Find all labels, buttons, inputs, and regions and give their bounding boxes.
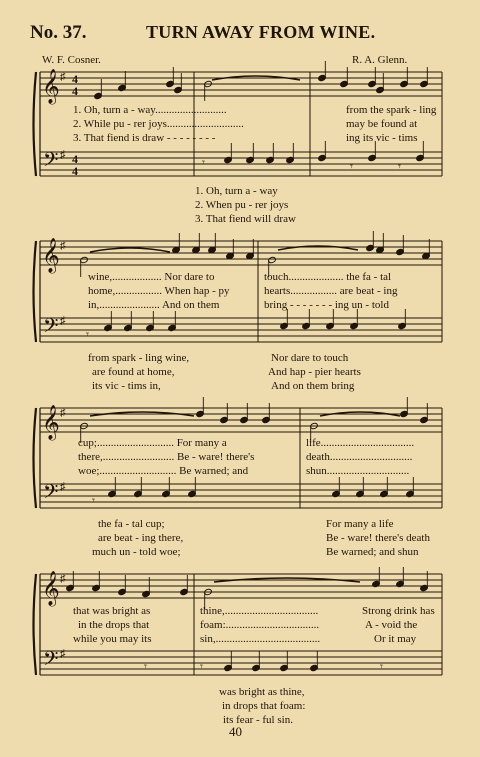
time-signature: 4 xyxy=(72,152,78,166)
lyric-line: For many a life xyxy=(326,518,394,530)
hymn-number: No. 37. xyxy=(30,22,87,43)
bass-clef: 𝄢 xyxy=(43,314,59,342)
lyric-line: are beat - ing there, xyxy=(98,532,184,544)
lyric-line: Be warned; and shun xyxy=(326,546,419,558)
key-signature-sharp: ♯ xyxy=(60,240,66,252)
lyric-line: 1. Oh, turn a - way.......................... xyxy=(73,104,227,116)
rest-symbol: 𝄾 xyxy=(380,660,383,673)
lyric-line: Be - ware! there's death xyxy=(326,532,430,544)
system-brace xyxy=(34,408,37,508)
lyric-line: 3. That fiend is draw - - - - - - - - xyxy=(73,132,216,144)
page-number: 40 xyxy=(229,724,242,739)
lyric-line: 3. That fiend will draw xyxy=(195,213,296,225)
lyric-line: much un - told woe; xyxy=(92,546,181,558)
system-brace xyxy=(34,574,37,675)
key-signature-sharp: ♯ xyxy=(60,71,66,83)
time-signature: 4 xyxy=(72,164,78,178)
rest-symbol: 𝄾 xyxy=(144,660,147,673)
treble-clef: 𝄞 xyxy=(42,571,60,606)
rest-symbol: 𝄾 xyxy=(350,160,353,173)
tie-arc xyxy=(90,248,170,252)
lyric-line: touch.................... the fa - tal xyxy=(264,271,392,283)
lyric-line: ing its vic - tims xyxy=(346,132,418,144)
system-brace xyxy=(34,241,37,342)
lyric-line: in,...................... And on them xyxy=(88,299,220,311)
lyric-line: home,................. When hap - py xyxy=(88,285,230,297)
bass-clef: 𝄢 xyxy=(43,148,59,176)
time-signature: 4 xyxy=(72,84,78,98)
lyric-line: from spark - ling wine, xyxy=(88,352,190,364)
key-signature-sharp: ♯ xyxy=(60,481,66,493)
key-signature-sharp: ♯ xyxy=(60,573,66,585)
lyric-line: wine,.................. Nor dare to xyxy=(88,271,215,283)
lyric-line: woe;............................ Be warned; and xyxy=(78,465,249,477)
lyric-line: cup;............................ For many a xyxy=(78,437,227,449)
time-signature: 4 xyxy=(72,72,78,86)
lyric-line: in drops that foam: xyxy=(222,700,306,712)
lyric-line: its fear - ful sin. xyxy=(223,714,293,726)
lyric-line: foam:.................................. xyxy=(200,619,320,631)
composer-credit: R. A. Glenn. xyxy=(352,54,408,66)
hymn-title: TURN AWAY FROM WINE. xyxy=(146,22,376,42)
lyric-line: death.............................. xyxy=(306,451,413,463)
lyric-line: shun.............................. xyxy=(306,465,410,477)
key-signature-sharp: ♯ xyxy=(60,648,66,660)
lyricist-credit: W. F. Cosner. xyxy=(42,54,101,66)
rest-symbol: 𝄾 xyxy=(398,160,401,173)
treble-clef: 𝄞 xyxy=(42,238,60,273)
lyric-line: 1. Oh, turn a - way xyxy=(195,185,278,197)
lyric-line: A - void the xyxy=(365,619,418,631)
treble-clef: 𝄞 xyxy=(42,69,60,104)
lyric-line: that was bright as xyxy=(73,605,151,617)
lyric-line: sin,...................................... xyxy=(200,633,321,645)
lyric-line: 2. While pu - rer joys............................ xyxy=(73,118,244,130)
system-brace xyxy=(34,72,37,176)
lyric-line: from the spark - ling xyxy=(346,104,437,116)
key-signature-sharp: ♯ xyxy=(60,149,66,161)
lyric-line: 2. When pu - rer joys xyxy=(195,199,289,211)
lyric-line: its vic - tims in, xyxy=(92,380,161,392)
lyric-line: there,.......................... Be - ware! there's xyxy=(78,451,255,463)
lyric-line: may be found at xyxy=(346,118,418,130)
lyric-line: bring - - - - - - - ing un - told xyxy=(264,299,389,311)
key-signature-sharp: ♯ xyxy=(60,315,66,327)
lyric-line: was bright as thine, xyxy=(219,686,305,698)
rest-symbol: 𝄾 xyxy=(202,156,205,169)
lyric-line: are found at home, xyxy=(92,366,175,378)
rest-symbol: 𝄾 xyxy=(200,660,203,673)
lyric-line: Strong drink has xyxy=(362,605,435,617)
lyric-line: hearts................. are beat - ing xyxy=(264,285,398,297)
bass-clef: 𝄢 xyxy=(43,480,59,508)
lyric-line: Nor dare to touch xyxy=(271,352,349,364)
treble-clef: 𝄞 xyxy=(42,405,60,440)
lyric-line: Or it may xyxy=(374,633,417,645)
lyric-line: And hap - pier hearts xyxy=(268,366,361,378)
lyric-line: thine,.................................. xyxy=(200,605,319,617)
lyric-line: And on them bring xyxy=(271,380,355,392)
key-signature-sharp: ♯ xyxy=(60,407,66,419)
lyric-line: while you may its xyxy=(73,633,152,645)
rest-symbol: 𝄾 xyxy=(92,494,95,507)
lyric-line: life.................................. xyxy=(306,437,415,449)
lyric-line: in the drops that xyxy=(78,619,150,631)
bass-clef: 𝄢 xyxy=(43,647,59,675)
rest-symbol: 𝄾 xyxy=(86,328,89,341)
lyric-line: the fa - tal cup; xyxy=(98,518,165,530)
